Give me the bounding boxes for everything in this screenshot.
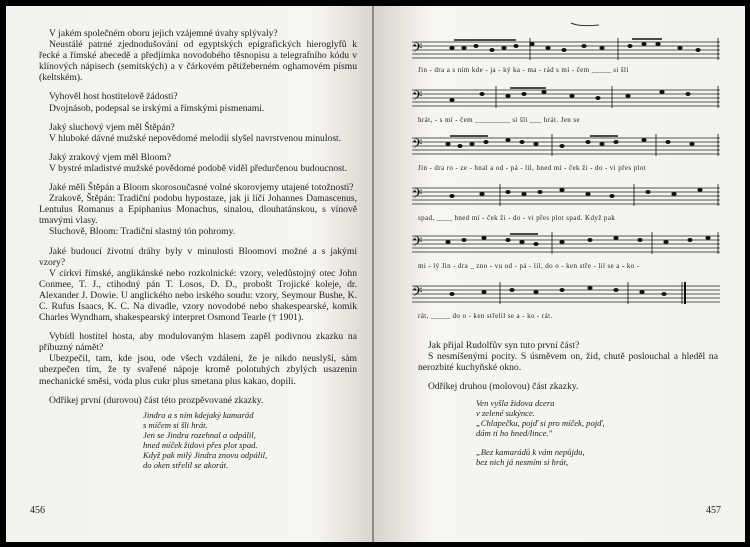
- verse-line: Ven vyšla židova dcera: [476, 398, 555, 409]
- question: V jakém společném oboru jejich vzájemné úvahy splývaly?: [49, 28, 278, 39]
- answer: V hluboké dávné mužské nepovědomé melodii slyšel navrstvenou minulost.: [49, 132, 342, 144]
- verse-line: Jen se Jindra rozehnal a odpálil,: [143, 429, 256, 440]
- verse-line: Jindra a s ním kdejaký kamarád: [143, 409, 254, 420]
- left-page-text: [39, 28, 357, 470]
- bass-clef-icon: 𝄢: [412, 286, 423, 303]
- question: Vybídl hostitel hosta, aby modulovaným hlasem zapěl podivnou zkazku na příbuzný námět?: [39, 331, 357, 354]
- verse-line: v zelené sukýnce.: [476, 408, 535, 419]
- answer: S nesmíšenými pocity. S úsměvem on, žid, chutě poslouchal a hleděl na nerozbité kuchyňské okno.: [418, 351, 718, 374]
- music-staff: [412, 232, 720, 258]
- music-staff: [412, 86, 720, 112]
- verse-line: do oken střelil se akorát.: [143, 459, 229, 470]
- page-number: 457: [706, 505, 721, 516]
- question: Jaké budoucí životní dráhy byly v minulosti Bloomovi možné a s jakými vzory?: [39, 245, 357, 268]
- verse-line: bez nich já nesmím si hrát,: [476, 457, 569, 468]
- answer: V bystré mladistvé mužské povědomé podobě viděl předurčenou budoucnost.: [49, 162, 347, 174]
- question: Odříkej první (durovou) část této prozpěvované zkazky.: [49, 394, 264, 406]
- question: Odříkej druhou (molovou) část zkazky.: [428, 381, 579, 393]
- verse-block: [39, 410, 357, 470]
- page-number: 456: [30, 505, 45, 516]
- question: Jaký zrakový vjem měl Bloom?: [49, 151, 172, 163]
- question: Vyhověl host hostitelově žádosti?: [49, 91, 178, 103]
- verse-line: „Bez kamarádů k vám nepůjdu,: [476, 447, 585, 458]
- question: Jaké měli Štěpán a Bloom skorosoučasné volné skorovjemy utajené totožnosti?: [49, 182, 354, 194]
- right-page-text: [418, 340, 718, 467]
- lyrics-line: Jin - dra ro - ze - hnal a od - pá - lil, hned mí - ček ži - do - vi přes plot: [418, 164, 647, 172]
- verse-line: s míčem si šli hrát.: [143, 419, 208, 430]
- music-staff: [412, 134, 720, 160]
- verse-line: dám ti ho hned/lince.": [476, 428, 553, 439]
- verse-line: „Chlapečku, pojď si pro míček, pojď,: [476, 418, 605, 429]
- bass-clef-icon: 𝄢: [412, 90, 423, 107]
- lyrics-line: rát, _____ do o - ken střelil se a - ko - rát.: [418, 312, 553, 320]
- question: Jak přijal Rudolfův syn tuto první část?: [428, 340, 580, 351]
- bass-clef-icon: 𝄢: [412, 42, 423, 59]
- left-page: [6, 6, 372, 542]
- question: Jaký sluchový vjem měl Štěpán?: [49, 121, 175, 133]
- music-staff: [412, 38, 720, 64]
- right-page: [374, 6, 745, 542]
- verse-line: hned míček židovi přes plot spad.: [143, 439, 258, 450]
- lyrics-line: hrát, - s mí - čem _________ si šli ___ hrát. Jen se: [418, 116, 580, 124]
- answer: V církvi římské, anglikánské nebo rozkolnické: vzory, veledůstojný otec John Conmee, T. J., ctihodný pán T. Losos, D. D., probošt Trojické koleje, dr. Alexander J. Dowie. U anglického nebo irského soudu: vzory, Seymour Bushe, K. C. Rufus Isaacs, K. C. Na divadle, vzory novodobé nebo shakespearské, komik Charles Wyndham, shakespearský interpret Osmond Tearle († 1901).: [39, 267, 357, 324]
- music-staff: [412, 184, 720, 210]
- ink-mark: [569, 20, 601, 28]
- verse-block: [418, 398, 718, 467]
- bass-clef-icon: 𝄢: [412, 236, 423, 253]
- lyrics-line: mi - lý Jin - dra _ zno - vu od - pá - lil, do o - ken stře - lil se a - ko -: [418, 262, 640, 270]
- lyrics-line: Jin - dra a s ním kde - ja - ký ka - ma - rád s mí - čem _____ si šli: [418, 66, 629, 74]
- bass-clef-icon: 𝄢: [412, 188, 423, 205]
- answer: Dvojnásob, podepsal se irskými a římskými písmenami.: [49, 102, 265, 114]
- answer: Sluchově, Bloom: Tradiční slastný tón pohromy.: [49, 226, 236, 238]
- answer: Ubezpečil, tam, kde jsou, ode všech vzdálení, že je nikdo neuslyší, sám ubezpečen tím, že ty svařené nápoje kromě polotuhých zbylých usazenin mechanické směsi, voda plus cukr plus smetana plus kakao, dopili.: [39, 353, 357, 387]
- lyrics-line: spad, ____ hned mí - ček ži - do - vi přes plot spad. Když pak: [418, 214, 616, 222]
- verse-line: Když pak milý Jindra znovu odpálil,: [143, 449, 268, 460]
- bass-clef-icon: 𝄢: [412, 138, 423, 155]
- music-staff: [412, 282, 720, 308]
- answer: Zrakově, Štěpán: Tradiční podobu hypostaze, jak ji líčí Johannes Damascenus, Lentulus Romanus a Epiphanius Monachus, sinalou, dlouhatánskou, s vínově tmavými vlasy.: [39, 193, 357, 227]
- answer: Neustálé patrné zjednodušování od egyptských epigrafických hieroglyfů k řecké a římské abecedě a předjímka novodobého těsnopisu a telegrafního kódu v klínových nápisech (semitských) a v čárkovém pětižeberném oghamovém písmu (keltském).: [39, 39, 357, 84]
